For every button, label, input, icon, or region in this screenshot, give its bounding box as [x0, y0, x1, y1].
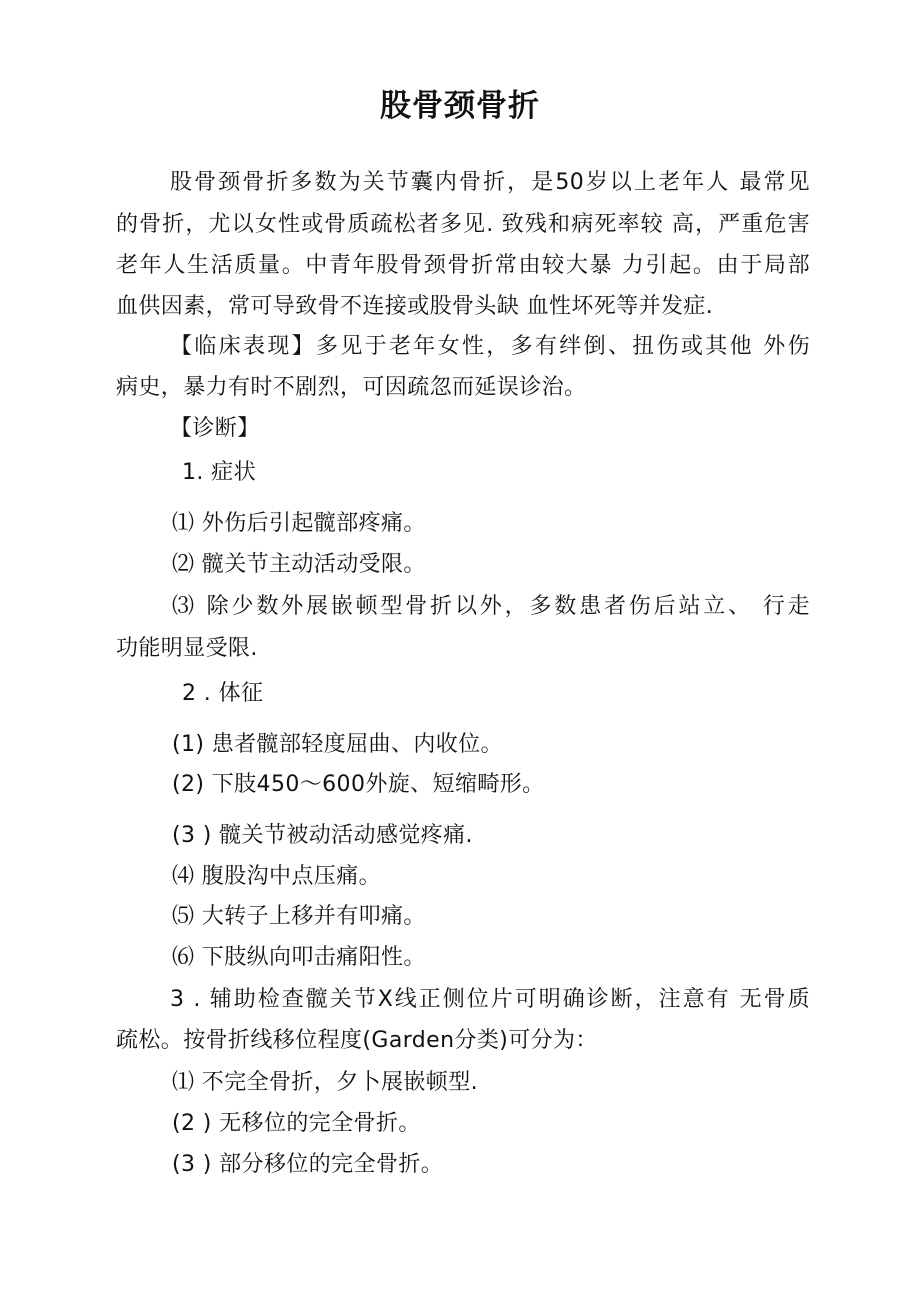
- auxiliary-line-2: 疏松。按骨折线移位程度(Garden分类)可分为：: [116, 1028, 598, 1053]
- sign-item-6: ⑹ 下肢纵向叩击痛阳性。: [172, 945, 426, 970]
- symptom-continuation: 功能明显受限.: [116, 636, 258, 661]
- sign-item-5: ⑸ 大转子上移并有叩痛。: [172, 904, 426, 929]
- symptom-item-3: ⑶ 除少数外展嵌顿型骨折以外，多数患者伤后站立、 行走: [172, 594, 810, 619]
- garden-item-1: ⑴ 不完全骨折，夕卜展嵌顿型.: [172, 1070, 478, 1095]
- clinical-line-2: 病史，暴力有时不剧烈，可因疏忽而延误诊治。: [116, 375, 587, 400]
- diagnosis-heading: 【诊断】: [170, 416, 260, 441]
- sign-item-1: (1) 患者髋部轻度屈曲、内收位。: [172, 732, 503, 757]
- intro-line-2: 的骨折，尤以女性或骨质疏松者多见. 致残和病死率较 高，严重危害: [116, 212, 810, 237]
- sign-item-3: (3 ) 髋关节被动活动感觉疼痛.: [172, 823, 473, 848]
- symptom-item-2: ⑵ 髋关节主动活动受限。: [172, 552, 426, 577]
- intro-line-1: 股骨颈骨折多数为关节囊内骨折，是50岁以上老年人 最常见: [170, 170, 810, 195]
- signs-heading: 2 . 体征: [182, 681, 264, 706]
- intro-line-4: 血供因素，常可导致骨不连接或股骨头缺 血性坏死等并发症.: [116, 294, 714, 319]
- clinical-line-1: 【临床表现】多见于老年女性，多有绊倒、扭伤或其他 外伤: [170, 334, 810, 359]
- symptom-item-1: ⑴ 外伤后引起髋部疼痛。: [172, 511, 426, 536]
- auxiliary-line-1: 3 . 辅助检查髋关节X线正侧位片可明确诊断，注意有 无骨质: [170, 987, 810, 1012]
- page-title: 股骨颈骨折: [380, 88, 540, 124]
- sign-item-2: (2) 下肢450～600外旋、短缩畸形。: [172, 772, 545, 797]
- garden-item-3: (3 ) 部分移位的完全骨折。: [172, 1152, 444, 1177]
- garden-item-2: (2 ) 无移位的完全骨折。: [172, 1111, 421, 1136]
- sign-item-4: ⑷ 腹股沟中点压痛。: [172, 864, 381, 889]
- symptoms-heading: 1. 症状: [182, 460, 256, 485]
- intro-line-3: 老年人生活质量。中青年股骨颈骨折常由较大暴 力引起。由于局部: [116, 253, 810, 278]
